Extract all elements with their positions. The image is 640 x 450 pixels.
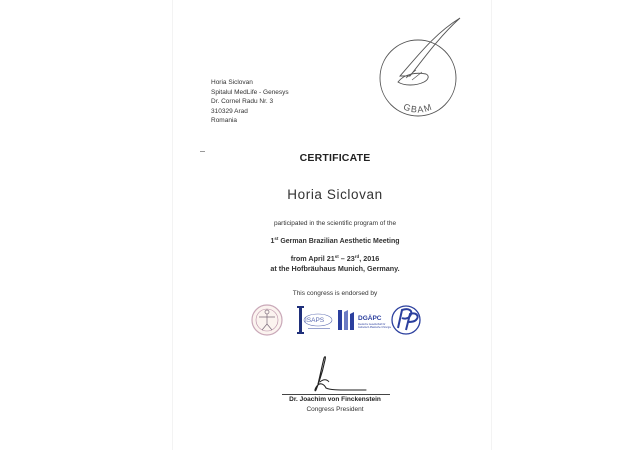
ordinal-suffix: st [274,236,279,241]
dgapc-logo [338,310,392,330]
endorser-logos [250,302,425,338]
vitruvian-seal-logo [252,305,282,335]
address-line: Romania [211,117,238,125]
address-line: Dr. Cornel Radu Nr. 3 [211,98,274,106]
dgapc-subtitle-1: Deutsche Gesellschaft für [358,323,386,326]
address-line: 310329 Arad [211,107,248,115]
certificate-title: CERTIFICATE [299,152,371,164]
signatory-name: Dr. Joachim von Finckenstein [289,396,381,403]
signature-line [282,394,390,395]
gbam-logo [372,14,464,118]
dgapc-label: DGÄPC [358,315,382,322]
dgapc-subtitle-2: Ästhetisch-Plastische Chirurgie [358,326,392,329]
signature [306,352,376,394]
meeting-name [0,236,640,245]
address-line: Spitalul MedLife - Genesys [211,88,289,96]
meeting-title: German Brazilian Aesthetic Meeting [280,238,400,245]
signatory-role: Congress President [306,406,364,413]
endorsed-by-text: This congress is endorsed by [292,290,378,297]
meeting-dates: from April 21st – 23rd, 2016 [290,254,380,263]
logo-text: GBAM [402,101,434,115]
logo-circle [380,40,456,116]
ordinal-number: 1 [270,238,275,245]
meeting-venue: at the Hofbräuhaus Munich, Germany. [270,264,400,273]
participation-text: participated in the scientific program of the [273,220,397,227]
address-line: Horia Siclovan [211,79,253,86]
logo-feather [400,18,460,76]
recipient-name: Horia Siclovan [287,187,383,202]
monogram-logo [392,306,420,334]
isaps-label: ISAPS [305,317,325,324]
recipient-address [211,78,289,126]
isaps-logo [297,306,332,334]
